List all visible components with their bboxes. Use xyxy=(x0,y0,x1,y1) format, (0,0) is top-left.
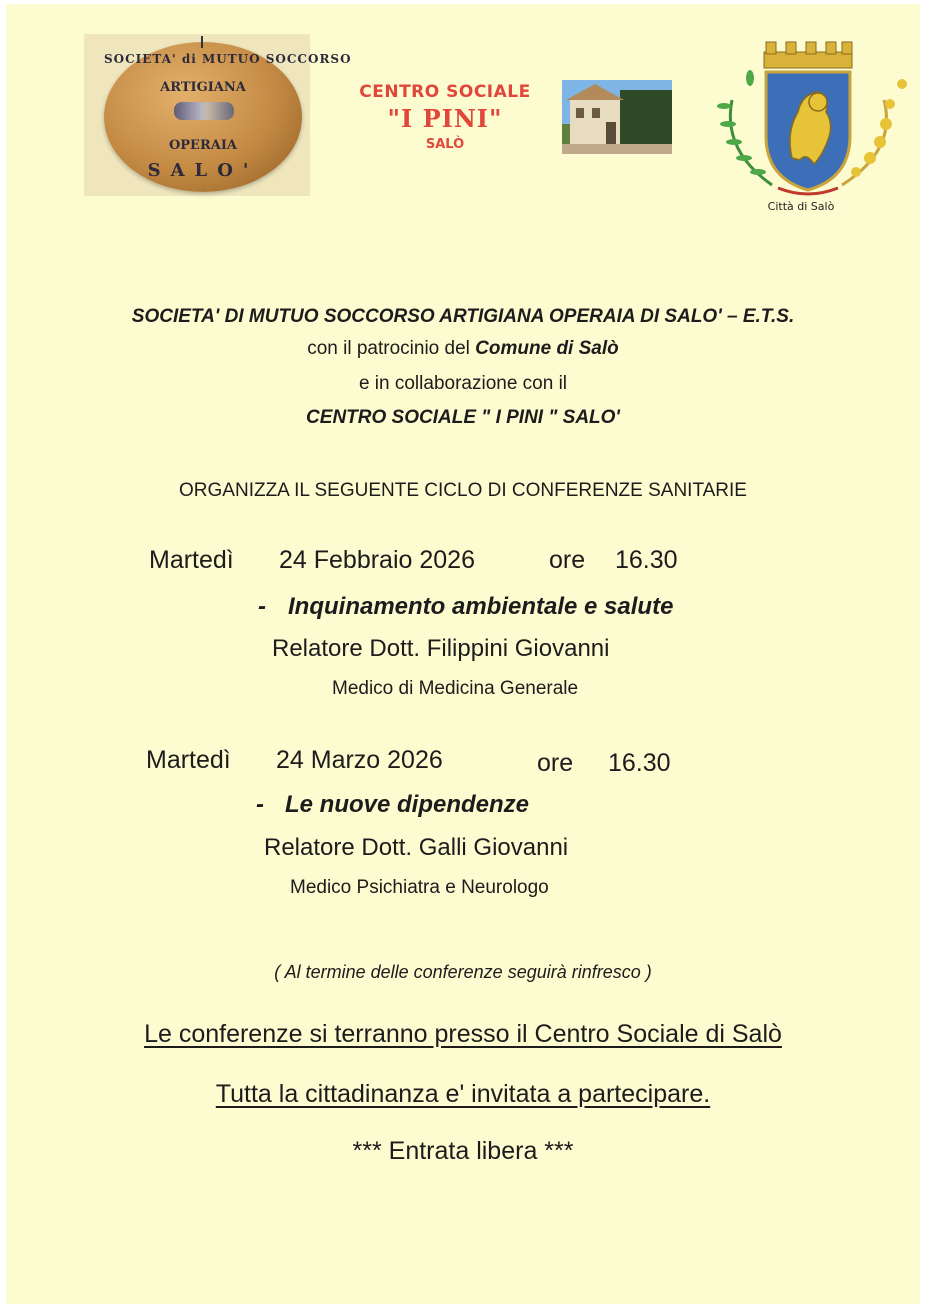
event-2-role: Medico Psichiatra e Neurologo xyxy=(290,877,549,898)
refreshment-note: ( Al termine delle conferenze seguirà rinfresco ) xyxy=(274,962,652,982)
handshake-icon xyxy=(174,102,234,120)
event-1-role: Medico di Medicina Generale xyxy=(332,678,579,699)
society-logo-line1: ARTIGIANA xyxy=(160,80,246,95)
society-logo-line2: OPERAIA xyxy=(168,138,238,153)
event-1-dash: - xyxy=(258,593,266,620)
crest-caption: Città di Salò xyxy=(767,200,835,213)
event-2-time: 16.30 xyxy=(608,749,671,777)
event-1-time-label: ore xyxy=(549,546,586,574)
event-2-day: Martedì xyxy=(146,746,231,774)
event-2-time-label: ore xyxy=(537,749,574,777)
patronage-prefix: con il patrocinio del xyxy=(307,338,470,359)
event-1-time: 16.30 xyxy=(615,546,678,574)
society-logo-arc-text: SOCIETA' di MUTUO SOCCORSO xyxy=(104,52,352,66)
partner-line: CENTRO SOCIALE " I PINI " SALO' xyxy=(306,407,620,428)
intro-line: ORGANIZZA IL SEGUENTE CICLO DI CONFERENZE SANITARIE xyxy=(179,480,747,501)
patronage-entity: Comune di Salò xyxy=(475,338,619,359)
centro-sociale-logo xyxy=(334,82,556,152)
event-1-day: Martedì xyxy=(149,546,234,574)
flyer-page xyxy=(6,4,920,1304)
centro-sociale-logo-line2: "I PINI" xyxy=(387,104,503,133)
society-logo-line3: SALO' xyxy=(147,160,259,181)
society-logo xyxy=(104,42,352,192)
organizer-line: SOCIETA' DI MUTUO SOCCORSO ARTIGIANA OPERAIA DI SALO' – E.T.S. xyxy=(131,306,795,327)
event-2-date: 24 Marzo 2026 xyxy=(276,746,443,774)
event-1-date: 24 Febbraio 2026 xyxy=(279,546,475,574)
patronage-line xyxy=(6,338,920,360)
event-2-speaker: Relatore Dott. Galli Giovanni xyxy=(264,834,569,861)
plaque-nail xyxy=(201,36,203,48)
centro-sociale-logo-line3: SALÒ xyxy=(425,137,465,152)
invitation-line: Tutta la cittadinanza e' invitata a partecipare. xyxy=(215,1080,711,1108)
collaboration-line: e in collaborazione con il xyxy=(358,373,568,394)
city-crest xyxy=(702,40,914,200)
event-2-title: Le nuove dipendenze xyxy=(285,791,530,818)
centro-sociale-logo-line1: CENTRO SOCIALE xyxy=(359,82,531,102)
event-1-speaker: Relatore Dott. Filippini Giovanni xyxy=(272,635,610,662)
free-entry-line: *** Entrata libera *** xyxy=(352,1137,574,1165)
event-1-title: Inquinamento ambientale e salute xyxy=(288,593,674,620)
venue-line: Le conferenze si terranno presso il Centro Sociale di Salò xyxy=(144,1020,782,1048)
event-2-dash: - xyxy=(256,791,264,818)
centro-sociale-photo xyxy=(562,80,672,154)
